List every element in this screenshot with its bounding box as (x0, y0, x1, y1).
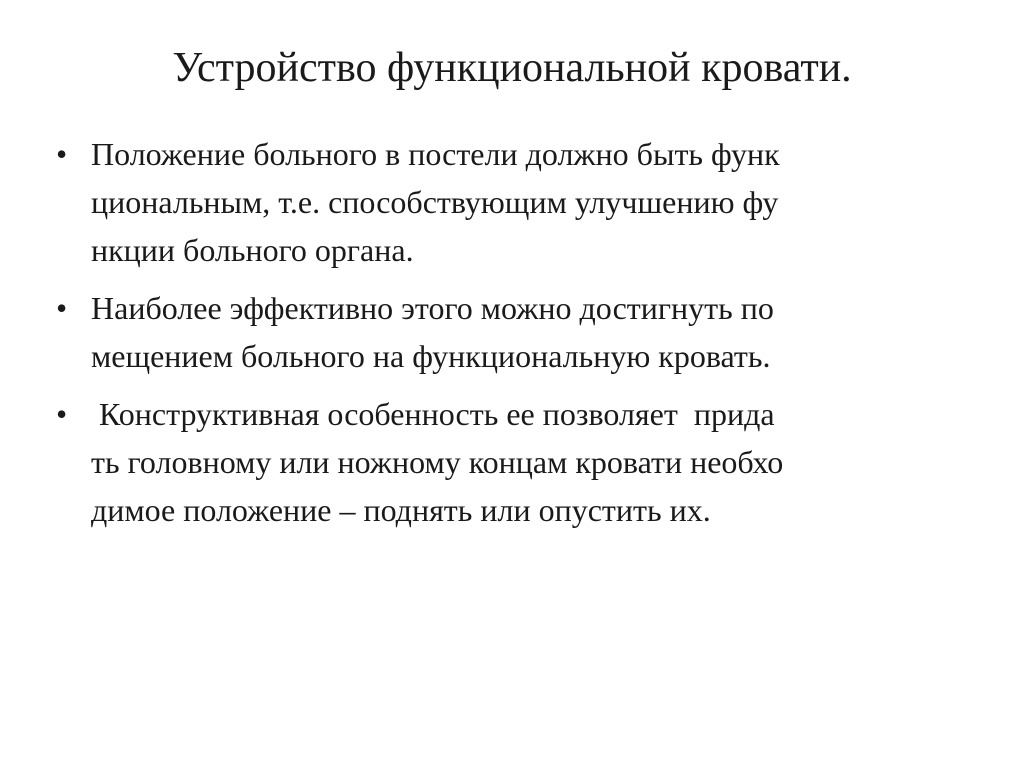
bullet-3-line-2: ть головному или ножному концам кровати необхо (91, 444, 784, 480)
bullet-marker: • (56, 136, 68, 172)
slide-title: Устройство функциональной кровати. (172, 45, 852, 91)
bullet-item-1 (48, 130, 968, 274)
bullet-marker: • (56, 396, 68, 432)
bullet-item-3 (48, 390, 968, 534)
bullet-1-line-3: нкции больного органа. (91, 232, 414, 268)
bullet-2-line-1: Наиболее эффективно этого можно достигнуть по (91, 290, 774, 326)
bullet-1-line-2: циональным, т.е. способствующим улучшению фу (91, 184, 779, 220)
bullet-3-line-3: димое положение – поднять или опустить их. (91, 492, 711, 528)
bullet-1-line-1: Положение больного в постели должно быть функ (91, 136, 780, 172)
bullet-3-line-1: Конструктивная особенность ее позволяет прида (91, 396, 775, 432)
bullet-list (48, 130, 968, 544)
bullet-item-2 (48, 284, 968, 380)
bullet-marker: • (56, 290, 68, 326)
bullet-2-line-2: мещением больного на функциональную кровать. (91, 338, 771, 374)
